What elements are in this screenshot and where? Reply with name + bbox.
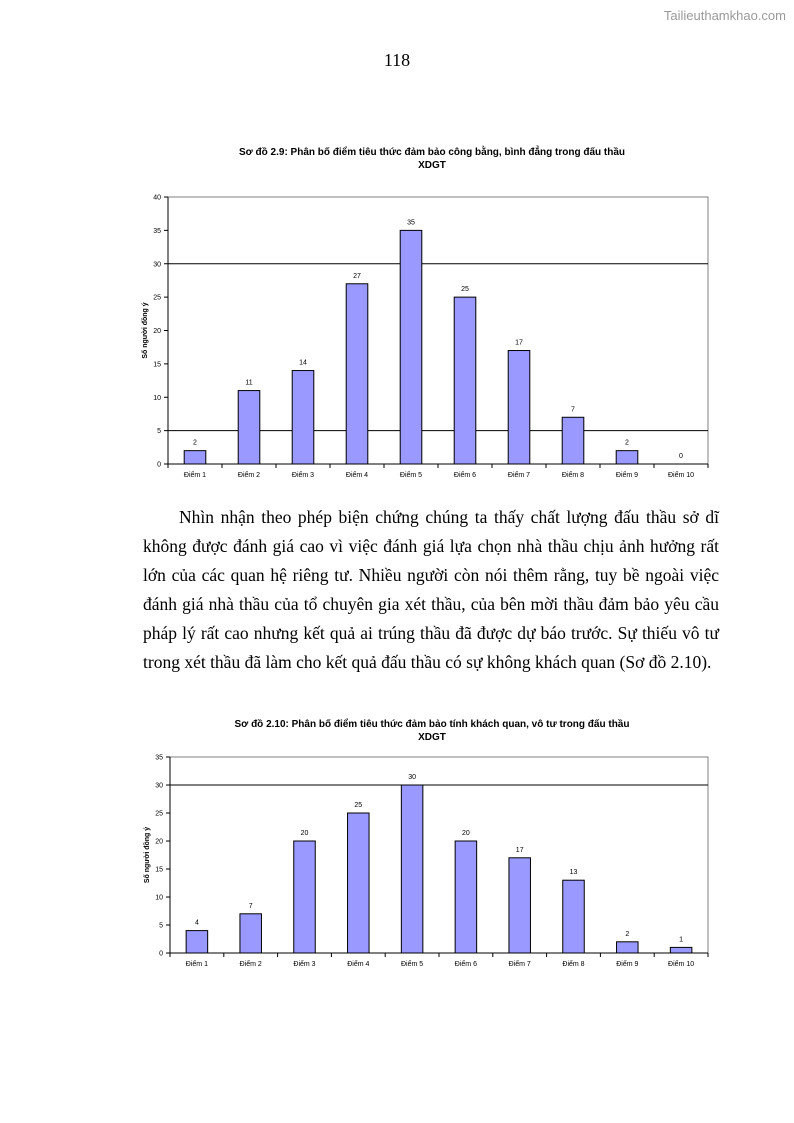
chart-2-y-tick-label: 30 bbox=[155, 782, 163, 790]
chart-1-y-tick-label: 30 bbox=[153, 261, 161, 269]
chart-2-bar bbox=[186, 931, 208, 953]
chart-1-data-label: 0 bbox=[679, 453, 683, 460]
chart-1-data-label: 2 bbox=[625, 439, 629, 447]
chart-2-data-label: 7 bbox=[248, 902, 253, 910]
chart-2-y-tick-label: 5 bbox=[159, 922, 163, 930]
chart-1-y-tick-label: 5 bbox=[157, 428, 161, 436]
chart-2-y-tick-label: 20 bbox=[155, 838, 163, 846]
chart-1-x-tick-label: Điểm 9 bbox=[615, 472, 639, 479]
chart-2-data-label: 1 bbox=[679, 936, 684, 944]
chart-2-bar bbox=[670, 947, 692, 953]
chart-2-x-tick-label: Điểm 1 bbox=[185, 961, 208, 968]
chart-2-title-line2: XDGT bbox=[418, 732, 446, 743]
chart-1-title-line1: Sơ đồ 2.9: Phân bố điểm tiêu thức đảm bảo công bằng, bình đẳng trong đấu thầu bbox=[238, 147, 626, 158]
chart-2-bar bbox=[455, 841, 477, 953]
chart-2-data-label: 2 bbox=[625, 930, 630, 938]
chart-1-data-label: 2 bbox=[193, 439, 197, 447]
chart-1-data-label: 7 bbox=[571, 406, 575, 414]
watermark: Tailieuthamkhao.com bbox=[663, 8, 786, 23]
chart-2-x-tick-label: Điểm 9 bbox=[616, 961, 639, 968]
chart-1-y-tick-label: 40 bbox=[153, 194, 161, 202]
chart-2-x-tick-label: Điểm 2 bbox=[239, 961, 262, 968]
chart-2-x-tick-label: Điểm 10 bbox=[668, 961, 695, 968]
chart-1-x-tick-label: Điểm 8 bbox=[561, 472, 585, 479]
chart-2-data-label: 25 bbox=[354, 802, 363, 809]
body-paragraph: Nhìn nhận theo phép biện chứng chúng ta thấy chất lượng đấu thầu sở dĩ không được đánh giá cao vì việc đánh giá lựa chọn nhà thầu chịu ảnh hưởng rất lớn của các quan hệ riêng tư. Nhiều người còn nói thêm rằng, tuy bề ngoài việc đánh giá nhà thầu của tổ chuyên gia xét thầu, của bên mời thầu đảm bảo yêu cầu pháp lý rất cao nhưng kết quả ai trúng thầu đã được dự báo trước. Sự thiếu vô tư trong xét thầu đã làm cho kết quả đấu thầu có sự không khách quan (Sơ đồ 2.10). bbox=[143, 507, 719, 672]
chart-1-x-tick-label: Điểm 3 bbox=[291, 472, 315, 479]
chart-1-y-tick-label: 25 bbox=[153, 294, 161, 302]
chart-1-title-line2: XDGT bbox=[418, 160, 446, 171]
chart-1-y-tick-label: 35 bbox=[153, 227, 161, 235]
chart-1-x-tick-label: Điểm 2 bbox=[237, 472, 261, 479]
chart-2-bar bbox=[563, 880, 585, 953]
chart-2-bar bbox=[348, 813, 370, 953]
chart-2-y-tick-label: 35 bbox=[155, 754, 163, 762]
chart-2-y-tick-label: 25 bbox=[155, 810, 163, 818]
chart-1-y-tick-label: 20 bbox=[153, 328, 161, 335]
chart-1-x-tick-label: Điểm 5 bbox=[399, 472, 423, 479]
chart-2-x-tick-label: Điểm 3 bbox=[293, 961, 316, 968]
chart-1-data-label: 14 bbox=[299, 359, 307, 367]
chart-2-y-tick-label: 0 bbox=[159, 950, 163, 958]
chart-2-bar bbox=[294, 841, 316, 953]
chart-2-bar bbox=[617, 942, 639, 953]
chart-2-data-label: 20 bbox=[462, 830, 470, 837]
chart-2-x-tick-label: Điểm 5 bbox=[401, 961, 424, 968]
chart-2-x-tick-label: Điểm 6 bbox=[454, 961, 477, 968]
chart-1-y-tick-label: 10 bbox=[153, 394, 161, 402]
chart-2-y-tick-label: 10 bbox=[155, 894, 163, 902]
chart-1-data-label: 27 bbox=[353, 272, 361, 280]
chart-1-data-label: 35 bbox=[407, 219, 415, 227]
chart-2-bar bbox=[509, 858, 531, 953]
page-number: 118 bbox=[383, 50, 411, 70]
chart-2-data-label: 20 bbox=[300, 830, 309, 837]
chart-2-data-label: 17 bbox=[515, 846, 524, 854]
chart-2-data-label: 13 bbox=[569, 869, 578, 877]
chart-2-bar bbox=[240, 914, 262, 953]
chart-2-y-axis-label: Số người đồng ý bbox=[144, 826, 151, 884]
chart-1-x-tick-label: Điểm 4 bbox=[345, 472, 369, 479]
chart-2-title-line1: Sơ đồ 2.10: Phân bố điểm tiêu thức đảm bảo tính khách quan, vô tư trong đấu thầu bbox=[234, 719, 630, 730]
chart-2-y-tick-label: 15 bbox=[155, 866, 163, 874]
chart-1-data-label: 17 bbox=[515, 339, 523, 347]
chart-2-x-tick-label: Điểm 8 bbox=[562, 961, 585, 968]
chart-2-bar bbox=[401, 785, 423, 953]
chart-1-y-tick-label: 0 bbox=[157, 461, 161, 469]
chart-1-data-label: 25 bbox=[461, 286, 469, 294]
chart-1-data-label: 11 bbox=[245, 379, 253, 387]
chart-1-x-tick-label: Điểm 7 bbox=[507, 472, 531, 479]
chart-2-data-label: 30 bbox=[408, 774, 416, 781]
chart-1-x-tick-label: Điểm 10 bbox=[667, 472, 695, 479]
chart-2-data-label: 4 bbox=[194, 919, 199, 927]
chart-1-x-tick-label: Điểm 6 bbox=[453, 472, 477, 479]
chart-1-y-axis-label: Số người đồng ý bbox=[142, 302, 149, 359]
chart-2-x-tick-label: Điểm 7 bbox=[508, 961, 531, 968]
chart-1-x-tick-label: Điểm 1 bbox=[183, 472, 207, 479]
chart-2-x-tick-label: Điểm 4 bbox=[347, 961, 370, 968]
chart-1-y-tick-label: 15 bbox=[153, 361, 161, 369]
